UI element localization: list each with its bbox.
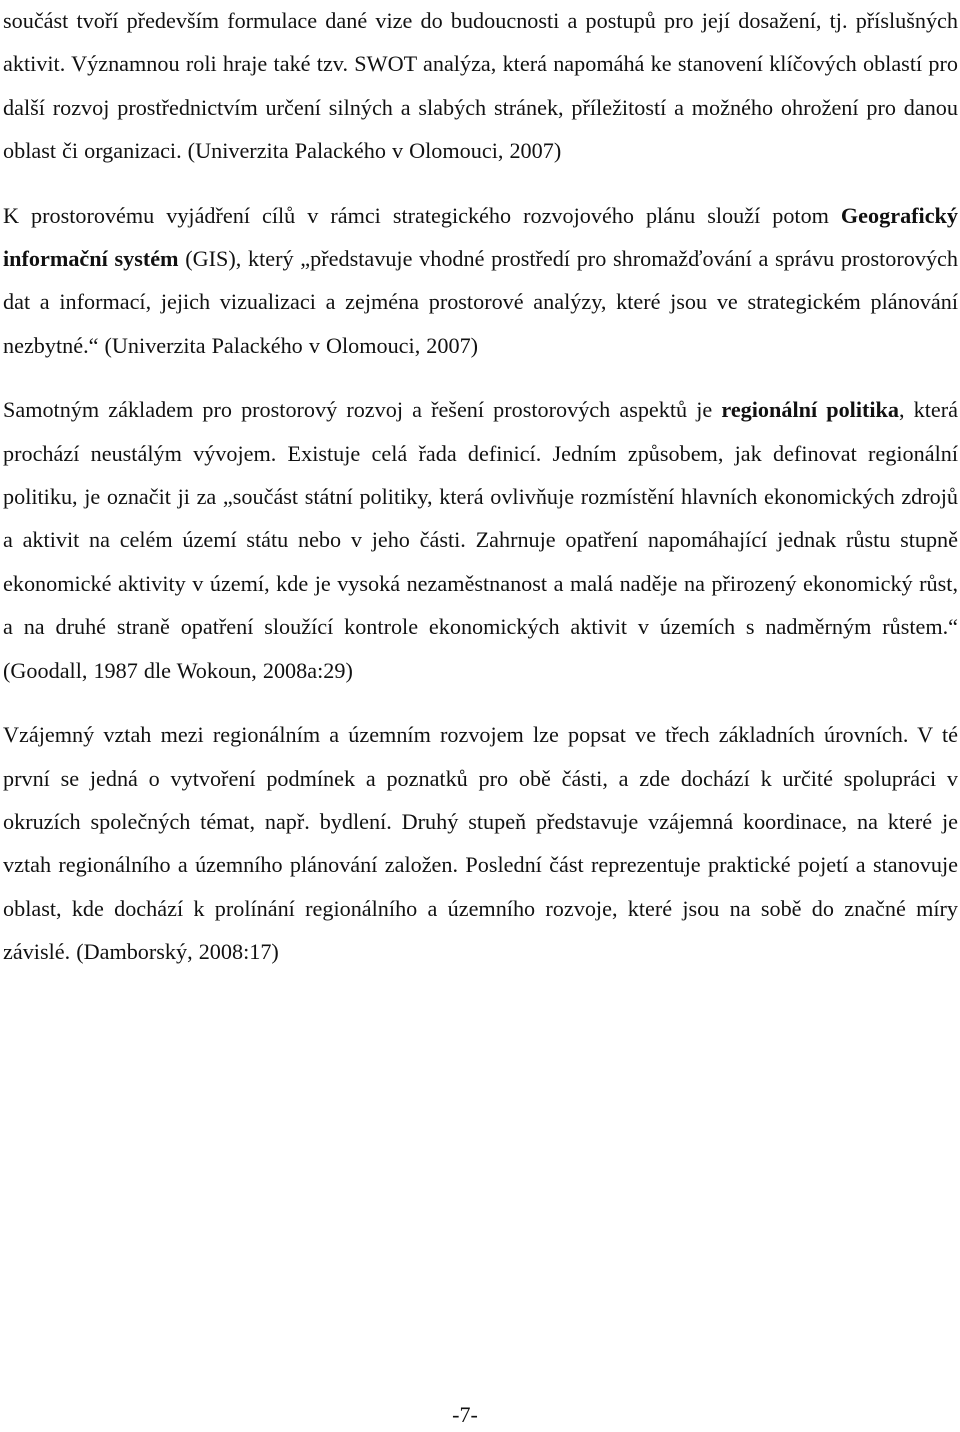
paragraph-text: K prostorovému vyjádření cílů v rámci strategického rozvojového plánu slouží potom (3, 202, 841, 228)
paragraph-text: součást tvoří především formulace dané vize do budoucnosti a postupů pro její dosažení, tj. příslušných aktivit. Významnou roli hraje také tzv. SWOT analýza, která napomáhá ke stanovení klíčových oblastí pro další rozvoj prostřednictvím určení silných a slabých stránek, příležitostí a možného ohrožení pro danou oblast či organizaci. (Univerzita Palackého v Olomouci, 2007) (3, 8, 958, 164)
paragraph-gis (3, 194, 958, 368)
document-page (3, 0, 958, 995)
page-number: -7- (452, 1402, 478, 1427)
paragraph-swot (3, 0, 958, 173)
paragraph-text: Vzájemný vztah mezi regionálním a územním rozvojem lze popsat ve třech základních úrovních. V té první se jedná o vytvoření podmínek a poznatků pro obě části, a zde dochází k určité spolupráci v okruzích společných témat, např. bydlení. Druhý stupeň představuje vzájemná koordinace, na které je vztah regionálního a územního plánování založen. Poslední část reprezentuje praktické pojetí a stanovuje oblast, kde dochází k prolínání regionálního a územního rozvoje, které jsou na sobě do značné míry závislé. (Damborský, 2008:17) (3, 722, 958, 965)
paragraph-text: Samotným základem pro prostorový rozvoj a řešení prostorových aspektů je (3, 397, 722, 423)
paragraph-regional-policy (3, 388, 958, 692)
paragraph-regional-territorial-relation (3, 713, 958, 973)
paragraph-text: (GIS), který „představuje vhodné prostředí pro shromažďování a správu prostorových dat a informací, jejich vizualizaci a zejména prostorové analýzy, které jsou ve strategickém plánování nezbytné.“ (Univerzita Palackého v Olomouci, 2007) (3, 246, 958, 358)
paragraph-text: , která prochází neustálým vývojem. Existuje celá řada definicí. Jedním způsobem, jak definovat regionální politiku, je označit ji za „součást státní politiky, která ovlivňuje rozmístění hlavních ekonomických zdrojů a aktivit na celém území státu nebo v jeho části. Zahrnuje opatření napomáhající jednak růstu stupně ekonomické aktivity v území, kde je vysoká nezaměstnanost a malá naděje na přirozený ekonomický růst, a na druhé straně opatření sloužící kontrole ekonomických aktivit v územích s nadměrným růstem.“ (Goodall, 1987 dle Wokoun, 2008a:29) (3, 397, 959, 683)
bold-term: Geografický informační systém (3, 202, 958, 272)
bold-term: regionální politika (721, 397, 899, 423)
